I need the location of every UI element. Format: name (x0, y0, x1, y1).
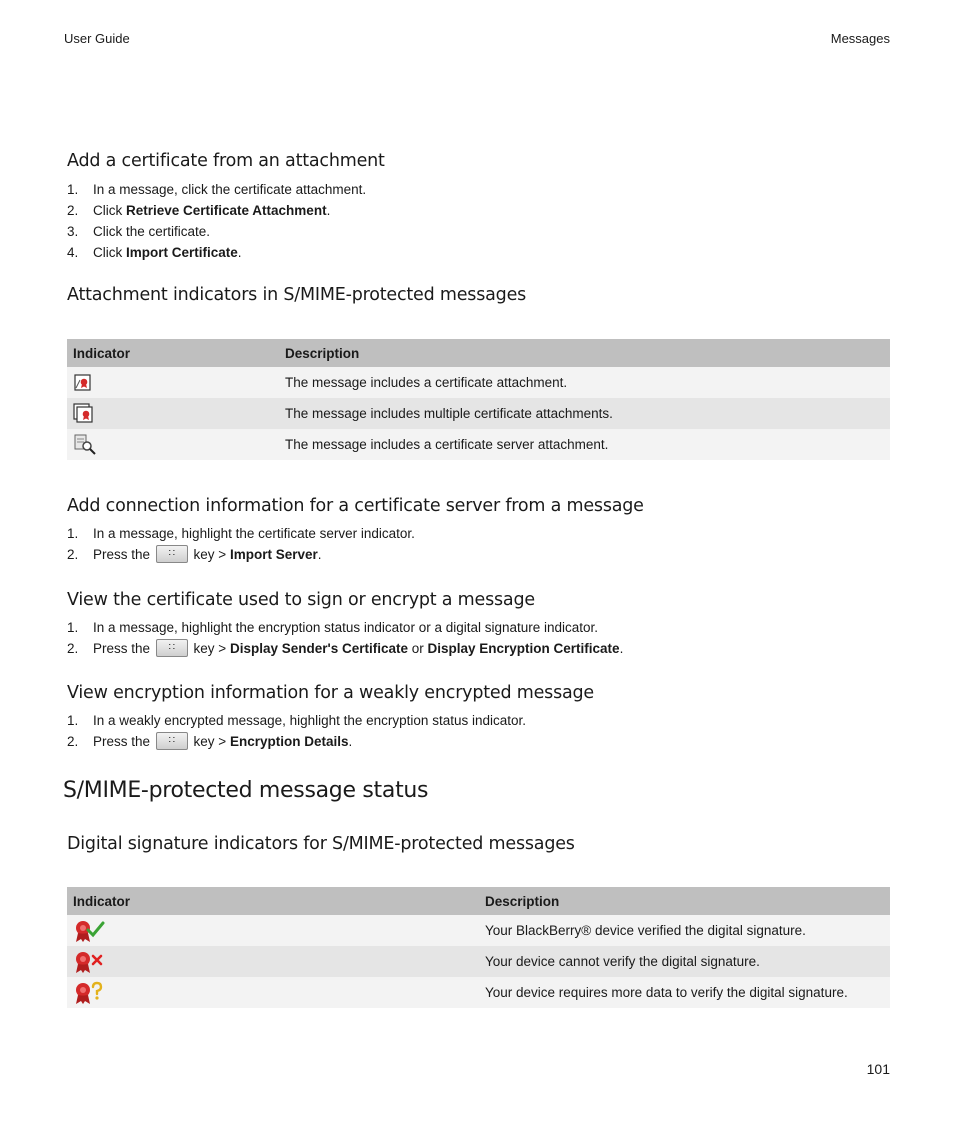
menu-item-import-server: Import Server (229, 547, 318, 562)
table-row (67, 915, 890, 946)
step: 2. Press the ∷ key > Encryption Details. (67, 734, 353, 749)
indicator-description: Your device requires more data to verify the digital signature. (479, 977, 890, 1008)
table-header-row (67, 339, 890, 367)
signature-not-verified-icon (73, 950, 473, 974)
signature-needs-data-icon (73, 981, 473, 1005)
menu-key-icon: ∷ (156, 545, 188, 563)
menu-item-display-senders-certificate: Display Sender's Certificate (229, 641, 408, 656)
table-row (67, 398, 890, 429)
heading-attachment-indicators: Attachment indicators in S/MIME-protected messages (67, 285, 527, 305)
signature-verified-icon (73, 919, 473, 943)
indicator-description: Your BlackBerry® device verified the digital signature. (479, 915, 890, 946)
steps-view-certificate (67, 617, 623, 659)
heading-view-certificate: View the certificate used to sign or encrypt a message (67, 590, 535, 610)
step: 2. Click Retrieve Certificate Attachment. (67, 203, 331, 218)
indicator-description: The message includes a certificate attachment. (279, 367, 890, 398)
menu-item-retrieve-certificate-attachment: Retrieve Certificate Attachment (126, 203, 327, 218)
certificate-server-attachment-icon (73, 434, 273, 456)
step: 1. In a message, highlight the encryption status indicator or a digital signature indicator. (67, 620, 599, 635)
step: 3. Click the certificate. (67, 224, 211, 239)
heading-smime-message-status: S/MIME-protected message status (63, 778, 429, 803)
menu-item-import-certificate: Import Certificate (126, 245, 238, 260)
column-header-indicator: Indicator (67, 887, 479, 915)
table-header-row (67, 887, 890, 915)
step: 1. In a message, click the certificate attachment. (67, 182, 367, 197)
steps-add-certificate (67, 179, 366, 263)
step: 4. Click Import Certificate. (67, 245, 242, 260)
step: 1. In a message, highlight the certificate server indicator. (67, 526, 415, 541)
header-doc-title: User Guide (64, 31, 130, 46)
menu-key-icon: ∷ (156, 732, 188, 750)
steps-add-connection-info (67, 523, 415, 565)
step: 2. Press the ∷ key > Display Sender's Certificate or Display Encryption Certificate. (67, 641, 624, 656)
indicator-description: The message includes multiple certificate attachments. (279, 398, 890, 429)
menu-item-display-encryption-certificate: Display Encryption Certificate (427, 641, 620, 656)
certificate-attachment-icon (73, 373, 273, 393)
steps-view-encryption-info (67, 710, 526, 752)
heading-digital-signature-indicators: Digital signature indicators for S/MIME-protected messages (67, 834, 575, 854)
menu-item-encryption-details: Encryption Details (229, 734, 349, 749)
indicator-description: Your device cannot verify the digital signature. (479, 946, 890, 977)
column-header-description: Description (279, 339, 890, 367)
header-section-title: Messages (830, 31, 890, 46)
step: 2. Press the ∷ key > Import Server. (67, 547, 322, 562)
table-row (67, 946, 890, 977)
table-row (67, 977, 890, 1008)
table-row (67, 429, 890, 460)
column-header-description: Description (479, 887, 890, 915)
heading-view-encryption-info: View encryption information for a weakly encrypted message (67, 683, 594, 703)
step: 1. In a weakly encrypted message, highlight the encryption status indicator. (67, 713, 526, 728)
digital-signature-indicators-table (67, 887, 890, 1008)
page-number: 101 (866, 1061, 890, 1077)
column-header-indicator: Indicator (67, 339, 279, 367)
heading-add-connection-info: Add connection information for a certificate server from a message (67, 496, 644, 516)
multiple-certificate-attachments-icon (73, 403, 273, 425)
attachment-indicators-table (67, 339, 890, 460)
table-row (67, 367, 890, 398)
heading-add-certificate: Add a certificate from an attachment (67, 151, 385, 171)
indicator-description: The message includes a certificate server attachment. (279, 429, 890, 460)
menu-key-icon: ∷ (156, 639, 188, 657)
